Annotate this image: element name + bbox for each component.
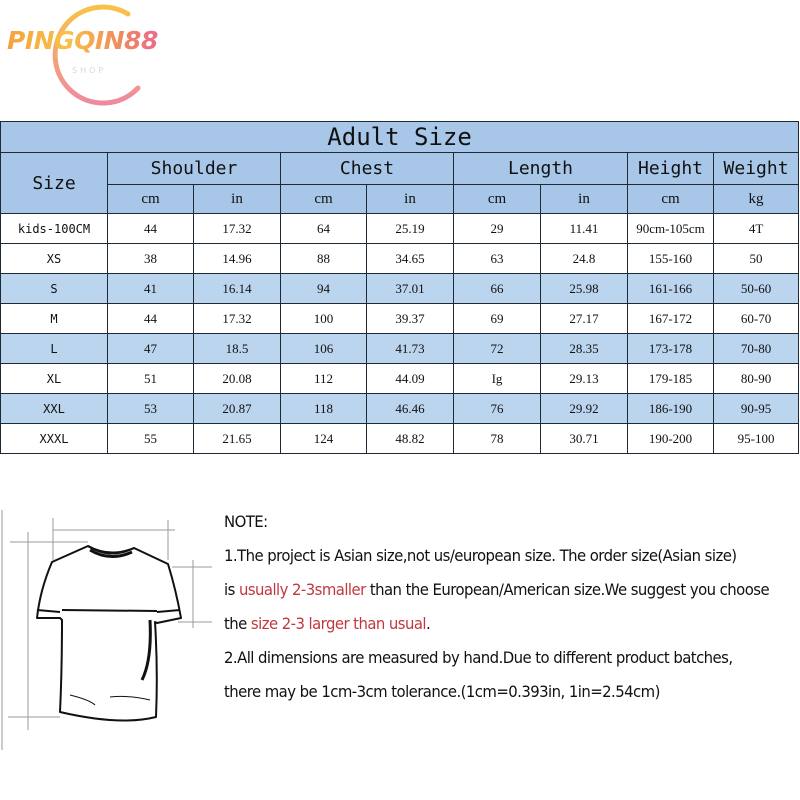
size-cell: XL: [1, 364, 108, 394]
chest-cm-cell: 112: [281, 364, 367, 394]
chest-cm-cell: 124: [281, 424, 367, 454]
shoulder-cm-cell: 51: [108, 364, 194, 394]
unit-header: cm: [454, 185, 541, 214]
shoulder-in-cell: 14.96: [194, 244, 281, 274]
size-cell: kids-100CM: [1, 214, 108, 244]
tshirt-measurement-icon: [0, 490, 215, 770]
note-text: is: [224, 580, 239, 599]
table-row: [1, 274, 799, 304]
unit-header: in: [541, 185, 628, 214]
note-line-4: 2.All dimensions are measured by hand.Due to different product batches,: [224, 648, 733, 667]
length-cm-cell: Ig: [454, 364, 541, 394]
shoulder-in-cell: 18.5: [194, 334, 281, 364]
brand-logo: [0, 0, 200, 120]
logo-ring-icon: [0, 0, 200, 120]
weight-kg-cell: 80-90: [714, 364, 799, 394]
unit-header: in: [367, 185, 454, 214]
size-cell: XXL: [1, 394, 108, 424]
weight-header: Weight: [714, 153, 799, 185]
height-cm-cell: 90cm-105cm: [628, 214, 714, 244]
note-heading: NOTE:: [224, 512, 268, 531]
shoulder-header: Shoulder: [108, 153, 281, 185]
shoulder-cm-cell: 53: [108, 394, 194, 424]
height-cm-cell: 155-160: [628, 244, 714, 274]
length-in-cell: 24.8: [541, 244, 628, 274]
size-cell: XS: [1, 244, 108, 274]
chest-in-cell: 39.37: [367, 304, 454, 334]
size-column-header: Size: [1, 153, 108, 214]
table-row: [1, 214, 799, 244]
shoulder-in-cell: 17.32: [194, 304, 281, 334]
height-cm-cell: 190-200: [628, 424, 714, 454]
weight-kg-cell: 95-100: [714, 424, 799, 454]
length-cm-cell: 78: [454, 424, 541, 454]
unit-header: in: [194, 185, 281, 214]
note-line-2: [224, 573, 770, 607]
unit-header: cm: [628, 185, 714, 214]
size-note: [224, 505, 770, 709]
table-row: [1, 364, 799, 394]
weight-kg-cell: 60-70: [714, 304, 799, 334]
chest-header: Chest: [281, 153, 454, 185]
weight-kg-cell: 70-80: [714, 334, 799, 364]
shoulder-in-cell: 20.08: [194, 364, 281, 394]
weight-kg-cell: 50-60: [714, 274, 799, 304]
height-cm-cell: 179-185: [628, 364, 714, 394]
height-cm-cell: 167-172: [628, 304, 714, 334]
height-header: Height: [628, 153, 714, 185]
chest-in-cell: 44.09: [367, 364, 454, 394]
note-highlight: usually 2-3smaller: [238, 580, 366, 599]
table-row: [1, 424, 799, 454]
note-line-1: 1.The project is Asian size,not us/european size. The order size(Asian size): [224, 546, 737, 565]
chest-cm-cell: 94: [281, 274, 367, 304]
length-cm-cell: 66: [454, 274, 541, 304]
note-text: .: [426, 614, 431, 633]
length-cm-cell: 72: [454, 334, 541, 364]
shoulder-in-cell: 16.14: [194, 274, 281, 304]
size-cell: XXXL: [1, 424, 108, 454]
note-highlight: size 2-3 larger than usual: [250, 614, 427, 633]
weight-kg-cell: 90-95: [714, 394, 799, 424]
chest-in-cell: 41.73: [367, 334, 454, 364]
logo-sub-text: SHOP: [72, 66, 107, 75]
shoulder-in-cell: 21.65: [194, 424, 281, 454]
logo-brand-text: PINGQIN88: [7, 26, 158, 55]
shoulder-cm-cell: 38: [108, 244, 194, 274]
table-row: [1, 334, 799, 364]
table-row: [1, 394, 799, 424]
chest-cm-cell: 88: [281, 244, 367, 274]
size-cell: L: [1, 334, 108, 364]
note-text: than the European/American size.We suggest you choose: [365, 580, 770, 599]
length-in-cell: 11.41: [541, 214, 628, 244]
length-header: Length: [454, 153, 628, 185]
length-in-cell: 25.98: [541, 274, 628, 304]
unit-header: cm: [108, 185, 194, 214]
unit-header: kg: [714, 185, 799, 214]
size-cell: S: [1, 274, 108, 304]
length-in-cell: 30.71: [541, 424, 628, 454]
length-cm-cell: 29: [454, 214, 541, 244]
height-cm-cell: 161-166: [628, 274, 714, 304]
chest-in-cell: 34.65: [367, 244, 454, 274]
size-chart-table: [0, 121, 799, 454]
chest-cm-cell: 100: [281, 304, 367, 334]
chest-cm-cell: 64: [281, 214, 367, 244]
weight-kg-cell: 50: [714, 244, 799, 274]
unit-header: cm: [281, 185, 367, 214]
note-line-5: there may be 1cm-3cm tolerance.(1cm=0.393in, 1in=2.54cm): [224, 682, 660, 701]
length-in-cell: 28.35: [541, 334, 628, 364]
length-cm-cell: 76: [454, 394, 541, 424]
chest-in-cell: 46.46: [367, 394, 454, 424]
length-in-cell: 27.17: [541, 304, 628, 334]
weight-kg-cell: 4T: [714, 214, 799, 244]
chest-in-cell: 48.82: [367, 424, 454, 454]
height-cm-cell: 186-190: [628, 394, 714, 424]
shoulder-cm-cell: 47: [108, 334, 194, 364]
shoulder-in-cell: 20.87: [194, 394, 281, 424]
length-cm-cell: 63: [454, 244, 541, 274]
size-cell: M: [1, 304, 108, 334]
chest-cm-cell: 106: [281, 334, 367, 364]
chest-in-cell: 37.01: [367, 274, 454, 304]
table-row: [1, 304, 799, 334]
shoulder-cm-cell: 41: [108, 274, 194, 304]
note-text: the: [224, 614, 251, 633]
table-title: Adult Size: [1, 122, 799, 153]
chest-in-cell: 25.19: [367, 214, 454, 244]
shoulder-cm-cell: 55: [108, 424, 194, 454]
chest-cm-cell: 118: [281, 394, 367, 424]
shoulder-cm-cell: 44: [108, 304, 194, 334]
length-in-cell: 29.92: [541, 394, 628, 424]
shoulder-in-cell: 17.32: [194, 214, 281, 244]
note-line-3: [224, 607, 760, 641]
length-cm-cell: 69: [454, 304, 541, 334]
table-row: [1, 244, 799, 274]
shoulder-cm-cell: 44: [108, 214, 194, 244]
height-cm-cell: 173-178: [628, 334, 714, 364]
length-in-cell: 29.13: [541, 364, 628, 394]
